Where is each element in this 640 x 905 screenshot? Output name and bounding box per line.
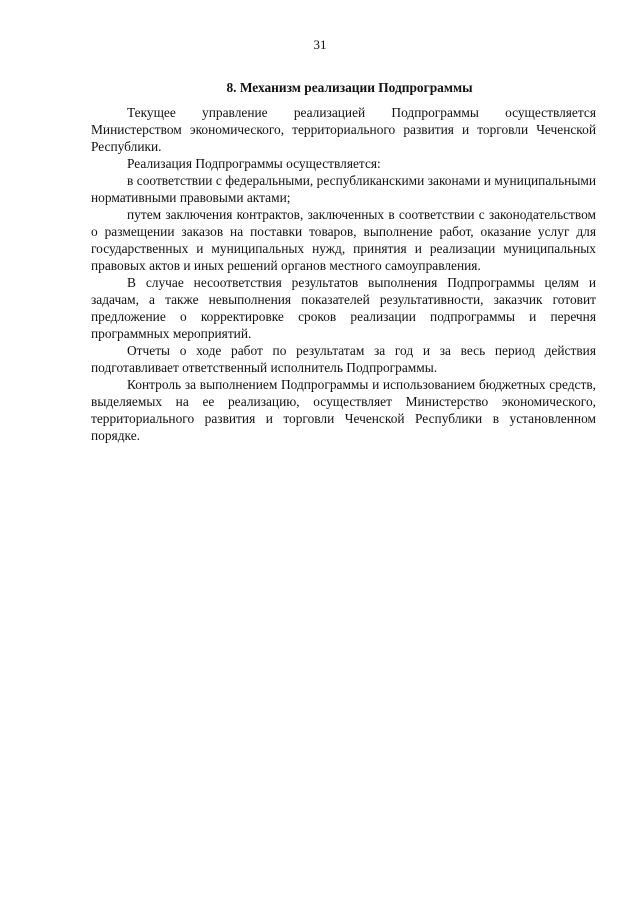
paragraph-implementation-intro: Реализация Подпрограммы осуществляется: (127, 156, 381, 171)
paragraph-reports: Отчеты о ходе работ по результатам за год и за весь период действия подготавливает ответственный исполнитель Подпрограммы. (91, 343, 596, 375)
section-title: 8. Механизм реализации Подпрограммы (226, 80, 473, 95)
paragraph-laws-compliance: в соответствии с федеральными, республиканскими законами и муниципальными нормативными правовыми актами; (91, 173, 596, 205)
paragraph-contracts: путем заключения контрактов, заключенных в соответствии с законодательством о размещении заказов на поставки товаров, выполнение работ, оказание услуг для государственных и муниципальных нужд, принятия и реализации муниципальных правовых актов и иных решений органов местного самоуправления. (91, 207, 596, 273)
paragraph-current-management: Текущее управление реализацией Подпрограммы осуществляется Министерством экономического, территориального развития и торговли Чеченской Республики. (91, 105, 596, 154)
paragraph-nonconformity: В случае несоответствия результатов выполнения Подпрограммы целям и задачам, а также невыполнения показателей результативности, заказчик готовит предложение о корректировке сроков реализации подпрограммы и перечня программных мероприятий. (91, 275, 596, 341)
page-number: 31 (313, 37, 327, 52)
paragraph-control: Контроль за выполнением Подпрограммы и использованием бюджетных средств, выделяемых на ее реализацию, осуществляет Министерство экономического, территориального развития и торговли Чеченской Республики в установленном порядке. (91, 377, 596, 443)
document-body (91, 79, 596, 444)
